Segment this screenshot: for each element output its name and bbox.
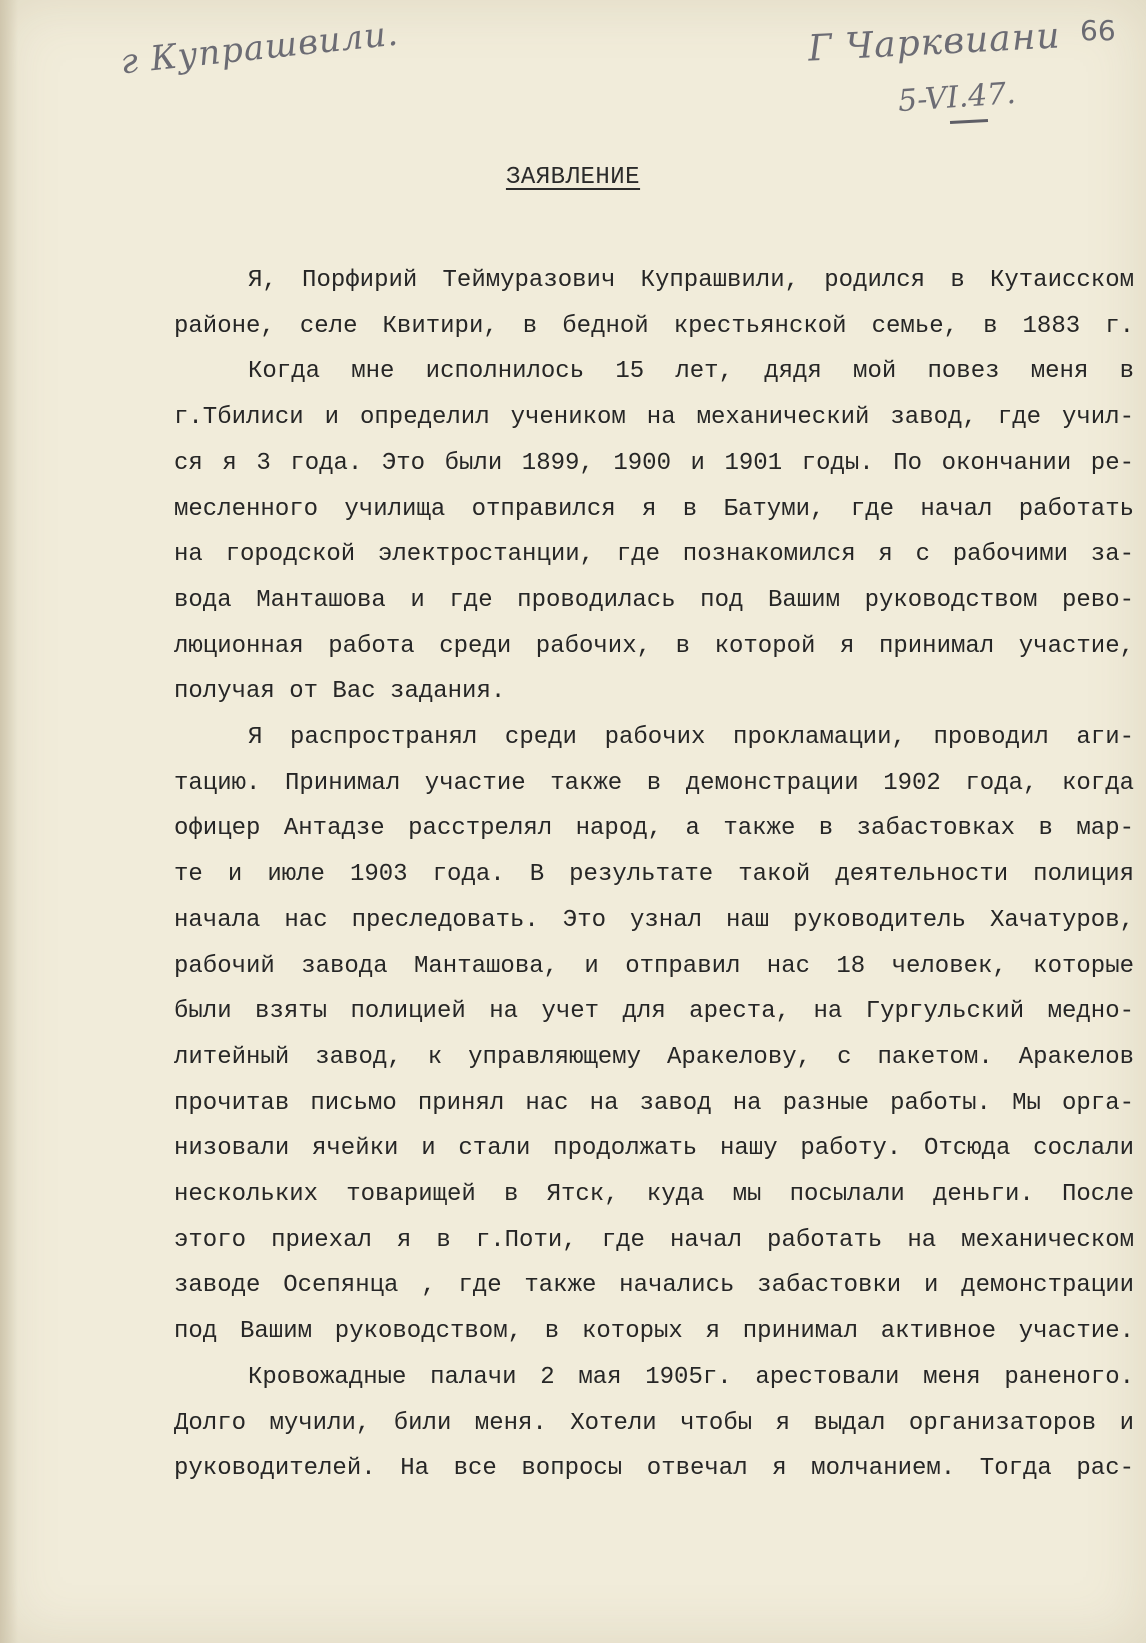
page-number: 66: [1080, 14, 1116, 47]
text-line: г.Тбилиси и определил учеником на механический завод, где учил-: [174, 404, 1134, 432]
text-line: Долго мучили, били меня. Хотели чтобы я выдал организаторов и: [174, 1409, 1134, 1437]
text-line: Когда мне исполнилось 15 лет, дядя мой повез меня в: [248, 358, 1134, 386]
text-line: Кровожадные палачи 2 мая 1905г. арестовали меня раненого.: [248, 1363, 1134, 1391]
text-line: руководителей. На все вопросы отвечал я молчанием. Тогда рас-: [174, 1455, 1134, 1483]
text-line: Я, Порфирий Теймуразович Купрашвили, родился в Кутаисском: [248, 267, 1134, 294]
text-line: районе, селе Квитири, в бедной крестьянской семье, в 1883 г.: [174, 312, 1134, 340]
text-line: месленного училища отправился я в Батуми, где начал работать: [174, 495, 1134, 523]
text-line: на городской электростанции, где познакомился я с рабочими за-: [174, 541, 1134, 569]
text-line: этого приехал я в г.Поти, где начал работать на механическом: [174, 1226, 1134, 1254]
handwritten-note-right: Г Чарквиани: [807, 15, 1062, 70]
handwritten-note-left: г Купрашвили.: [118, 13, 401, 83]
page-edge-shadow: [0, 0, 18, 1643]
text-line: заводе Осепянца , где также начались забастовки и демонстрации: [174, 1272, 1134, 1300]
text-line: ся я 3 года. Это были 1899, 1900 и 1901 годы. По окончании ре-: [174, 449, 1134, 477]
text-line: были взяты полицией на учет для ареста, на Гургульский медно-: [174, 998, 1134, 1026]
handwritten-date: 5-VI.47.: [896, 75, 1017, 120]
text-line: офицер Антадзе расстрелял народ, а также в забастовках в мар-: [174, 815, 1134, 843]
text-line: получая от Вас задания.: [174, 678, 506, 706]
text-line: литейный завод, к управляющему Аракелову, с пакетом. Аракелов: [174, 1043, 1134, 1071]
text-line: вода Манташова и где проводилась под Вашим руководством рево-: [174, 586, 1134, 614]
document-title: ЗАЯВЛЕНИЕ: [505, 164, 641, 191]
text-line: под Вашим руководством, в которых я принимал активное участие.: [174, 1318, 1134, 1346]
text-line: рабочий завода Манташова, и отправил нас 18 человек, которые: [174, 952, 1134, 980]
text-line: те и июле 1903 года. В результате такой деятельности полиция: [174, 861, 1134, 889]
text-line: начала нас преследовать. Это узнал наш руководитель Хачатуров,: [174, 906, 1134, 934]
document-body: [174, 258, 1134, 1492]
text-line: Я распространял среди рабочих прокламации, проводил аги-: [248, 724, 1134, 752]
text-line: нескольких товарищей в Ятск, куда мы посылали деньги. После: [174, 1181, 1134, 1209]
text-line: низовали ячейки и стали продолжать нашу работу. Отсюда сослали: [174, 1135, 1134, 1163]
text-line: тацию. Принимал участие также в демонстрации 1902 года, когда: [174, 769, 1134, 797]
text-line: люционная работа среди рабочих, в которой я принимал участие,: [174, 632, 1134, 660]
date-underline: [950, 119, 988, 124]
text-line: прочитав письмо принял нас на завод на разные работы. Мы орга-: [174, 1089, 1134, 1117]
